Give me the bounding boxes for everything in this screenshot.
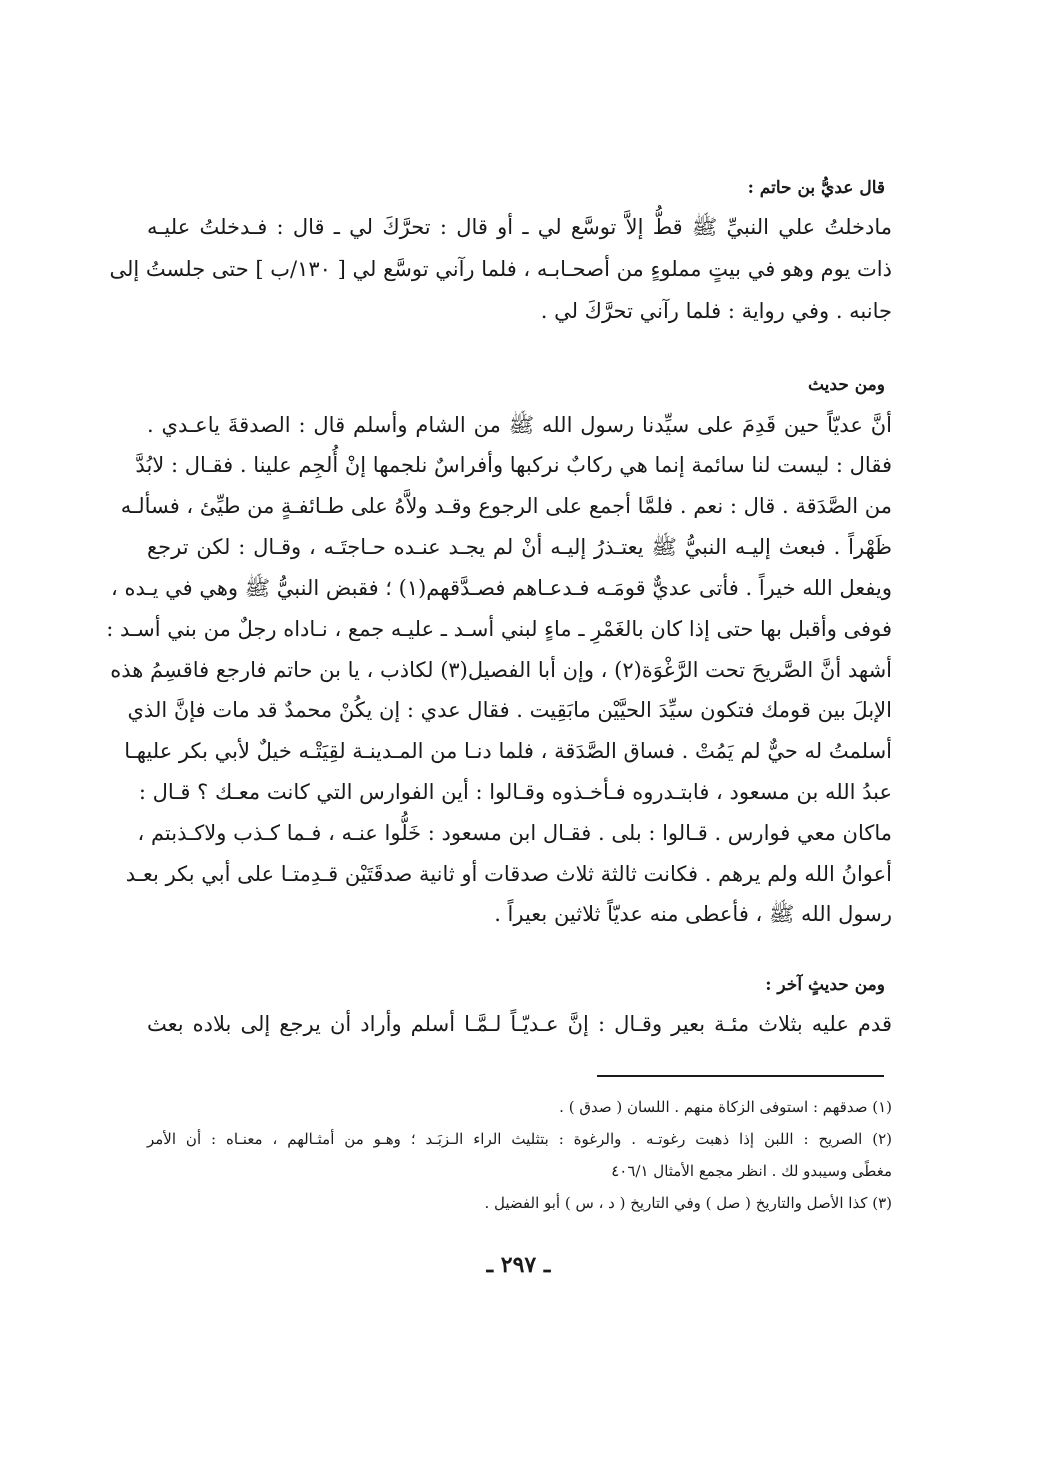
footnote-continuation: مغطًى وسيبدو لك . انظر مجمع الأمثال ٤٠٦/١ — [611, 1162, 892, 1180]
footnote: (١) صدقهم : استوفى الزكاة منهم . اللسان ( صدق ) . — [559, 1098, 892, 1116]
text-line: ذات يوم وهو في بيتٍ مملوءٍ من أصحـابـه ، فلما رآني توسَّع لي [ ١٣٠/ب ] حتى جلستُ إلى — [109, 257, 892, 281]
footnote-separator — [597, 1075, 884, 1077]
text-line: قدم عليه بثلاث مئـة بعير وقـال : إنَّ عـديّـاً لـمَّـا أسلم وأراد أن يرجع إلى بلاده بعث — [147, 1012, 892, 1036]
text-line: ظَهْراً . فبعث إليـه النبيُّ ﷺ يعتـذرُ إليـه أنْ لم يجـد عنـده حـاجتَـه ، وقـال : لكن ترجع — [147, 535, 892, 559]
footnote: (٣) كذا الأصل والتاريخ ( صل ) وفي التاريخ ( د ، س ) أبو الفضيل . — [484, 1194, 892, 1212]
text-line: مادخلتُ علي النبيِّ ﷺ قطُّ إلاَّ توسَّع لي ـ أو قال : تحرَّكَ لي ـ قال : فـدخلتُ عليـه — [147, 215, 892, 239]
text-line: أسلمتُ له حيٌّ لم يَمُتْ . فساق الصَّدَقة ، فلما دنـا من المـدينـة لقِيَتْـه خيلٌ لأبي بكر عليهـا — [124, 739, 892, 763]
footnote: (٢) الصريح : اللبن إذا ذهبت رغوتـه . والرغوة : بتثليث الراء الـزبَـد ؛ وهـو من أمثـالهم ، معنـاه : أن الأمر — [147, 1130, 892, 1148]
section-heading-another-hadith: ومن حديثٍ آخر : — [765, 975, 885, 995]
text-line: الإبلَ بين قومك فتكون سيِّدَ الحيَّيْن مابَقِيت . فقال عدي : إن يكُنْ محمدٌ قد مات فإنَّ الذي — [127, 698, 892, 722]
text-line: أعوانُ الله ولم يرهم . فكانت ثالثة ثلاث صدقات أو ثانية صدقَتَيْن قـدِمتـا على أبي بكر بعـد — [125, 862, 892, 886]
text-line: عبدُ الله بن مسعود ، فابتـدروه فـأخـذوه وقـالوا : أين الفوارس التي كانت معـك ؟ قـال : — [138, 780, 892, 804]
text-line: فقال : ليست لنا سائمة إنما هي ركابٌ نركبها وأفراسٌ نلجمها إنْ أُلجِم علينا . فقـال : لابُدَّ — [135, 453, 892, 477]
text-line: أنَّ عديّاً حين قَدِمَ على سيِّدنا رسول الله ﷺ من الشام وأسلم قال : الصدقةَ ياعـدي . — [147, 413, 892, 437]
text-line: رسول الله ﷺ ، فأعطى منه عديّاً ثلاثين بعيراً . — [494, 902, 892, 926]
text-line: جانبه . وفي رواية : فلما رآني تحرَّكَ لي . — [540, 299, 892, 323]
section-heading-hadith: ومن حديث — [807, 375, 885, 395]
text-line: ماكان معي فوارس . قـالوا : بلى . فقـال ابن مسعود : خَلُّوا عنـه ، فـما كـذب ولاكـذبتم ، — [137, 821, 892, 845]
text-line: ويفعل الله خيراً . فأتى عديٌّ قومَـه فـدعـاهم فصـدَّقهم(١) ؛ فقبض النبيُّ ﷺ وهي في يـده ، — [110, 576, 892, 600]
text-line: أشهد أنَّ الصَّريحَ تحت الرَّغْوَة(٢) ، وإن أبا الفصيل(٣) لكاذب ، يا بن حاتم فارجع فاقسِمُ هذه — [110, 658, 892, 682]
text-line: من الصَّدَقة . قال : نعم . فلمَّا أجمع على الرجوع وقـد ولاَّهُ على طـائفـةٍ من طيِّئ ، فسألـه — [120, 494, 892, 518]
text-line: فوفى وأقبل بها حتى إذا كان بالغَمْرِ ـ ماءٍ لبني أسـد ـ عليـه جمع ، نـاداه رجلٌ من بني أسـد : — [106, 617, 892, 641]
section-heading-adi-ibn-hatim: قال عديُّ بن حاتم : — [747, 178, 885, 198]
page-number: ـ ٢٩٧ ـ — [486, 1252, 551, 1278]
